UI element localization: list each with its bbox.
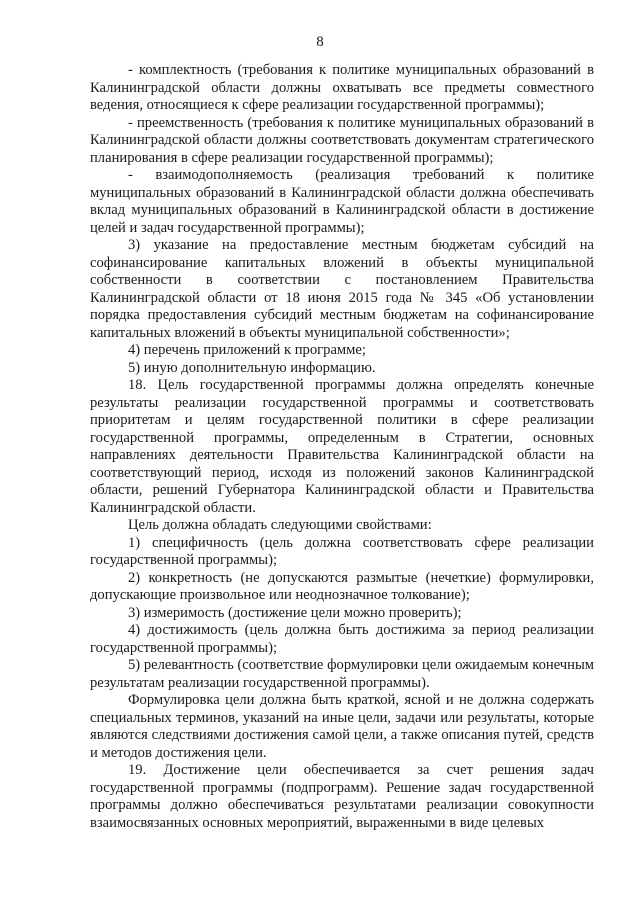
paragraph-komplektnost: - комплектность (требования к политике муниципальных образований в Калининградской области должны охватывать все предметы совместного ведения, относящиеся к сфере реализации государственной программы); [90, 62, 594, 113]
body-text [90, 62, 594, 832]
paragraph-property-concreteness: 2) конкретность (не допускаются размытые (нечеткие) формулировки, допускающие произвольное или неоднозначное толкование); [90, 569, 594, 603]
paragraph-preemstvennost: - преемственность (требования к политике муниципальных образований в Калининградской области должны соответствовать документам стратегического планирования в сфере реализации государственной программы); [90, 114, 594, 166]
paragraph-section-19: 19. Достижение цели обеспечивается за счет решения задач государственной программы (подпрограмм). Решение задач государственной программы должно обеспечиваться результатами реализации совокупности взаимосвязанных основных мероприятий, выраженными в виде целевых [90, 762, 594, 831]
paragraph-property-specificity: 1) специфичность (цель должна соответствовать сфере реализации государственной программы); [90, 534, 594, 568]
paragraph-item-3-subsidies: 3) указание на предоставление местным бюджетам субсидий на софинансирование капитальных вложений в объекты муниципальной собственности в соответствии с постановлением Правительства Калининградской области от 18 июня 2015 года № 345 «Об установлении порядка предоставления субсидий местным бюджетам на софинансирование капитальных вложений в объекты муниципальной собственности»; [90, 237, 594, 341]
paragraph-item-5-other-info: 5) иную дополнительную информацию. [128, 359, 376, 376]
paragraph-item-4-appendices: 4) перечень приложений к программе; [128, 342, 366, 358]
paragraph-vzaimodopolnyaemost: - взаимодополняемость (реализация требований к политике муниципальных образований в Калининградской области должна обеспечивать вклад муниципальных образований в Калининградской области в достижение целей и задач государственной программы); [90, 167, 594, 236]
paragraph-property-relevance: 5) релевантность (соответствие формулировки цели ожидаемым конечным результатам реализации государственной программы). [90, 657, 594, 691]
paragraph-property-achievability: 4) достижимость (цель должна быть достижима за период реализации государственной программы); [90, 622, 594, 656]
paragraph-goal-wording: Формулировка цели должна быть краткой, ясной и не должна содержать специальных терминов, указаний на иные цели, задачи или результаты, которые являются следствиями достижения самой цели, а также описания путей, средств и методов достижения цели. [90, 692, 594, 761]
paragraph-goal-properties-intro: Цель должна обладать следующими свойствами: [128, 517, 432, 533]
page-number: 8 [316, 34, 324, 50]
paragraph-property-measurability: 3) измеримость (достижение цели можно проверить); [128, 604, 462, 621]
paragraph-section-18: 18. Цель государственной программы должна определять конечные результаты реализации государственной программы и соответствовать приоритетам и целям государственной политики в сфере реализации государственной программы, определенным в Стратегии, основных направлениях деятельности Правительства Калининградской области на соответствующий период, исходя из положений законов Калининградской области, решений Губернатора Калининградской области и Правительства Калининградской области. [90, 377, 594, 516]
